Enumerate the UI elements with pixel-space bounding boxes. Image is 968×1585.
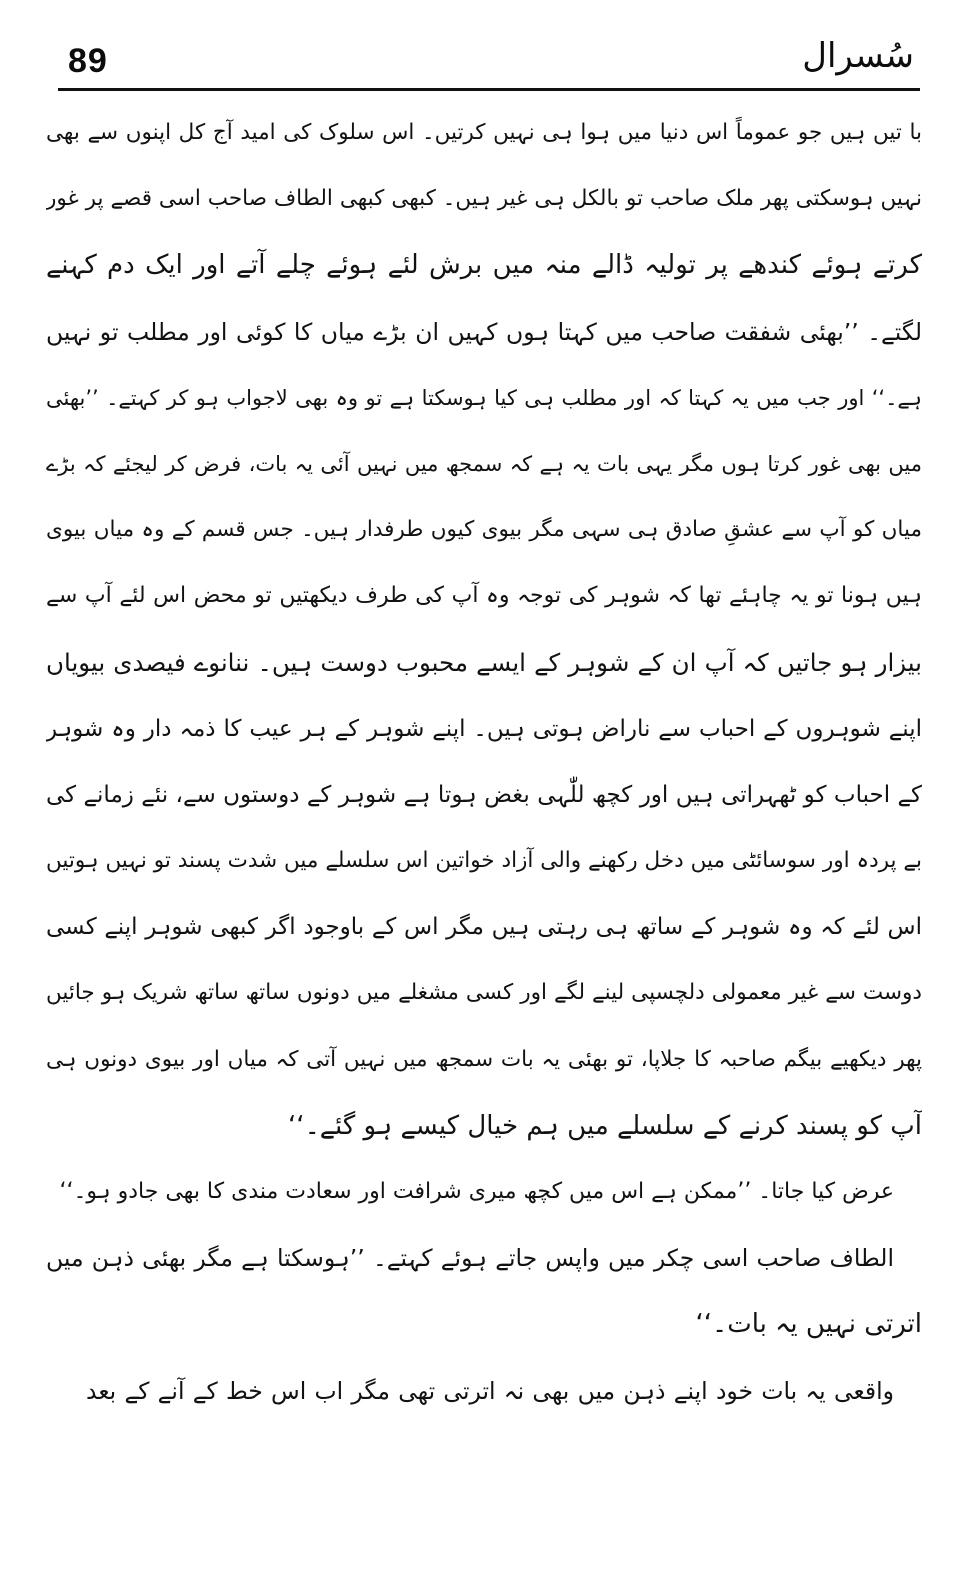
- text-line: اترتی نہیں یہ بات۔‘‘: [695, 1309, 922, 1340]
- text-line: با تیں ہیں جو عموماً اس دنیا میں ہوا ہی نہیں کرتیں۔ اس سلوک کی امید آج کل اپنوں سے بھی: [46, 120, 922, 145]
- text-line: ہے۔‘‘ اور جب میں یہ کہتا کہ اور مطلب ہی کیا ہوسکتا ہے تو وہ بھی لاجواب ہو کر کہتے۔ ’’بھئی: [46, 385, 922, 410]
- text-line: بیزار ہو جاتیں کہ آپ ان کے شوہر کے ایسے محبوب دوست ہیں۔ ننانوے فیصدی بیویاں: [46, 647, 922, 677]
- body-text: [46, 100, 922, 1424]
- text-line: نہیں ہوسکتی پھر ملک صاحب تو بالکل ہی غیر ہیں۔ کبھی کبھی الطاف صاحب اسی قصے پر غور: [46, 186, 922, 212]
- text-line: اپنے شوہروں کے احباب سے ناراض ہوتی ہیں۔ اپنے شوہر کے ہر عیب کا ذمہ دار وہ شوہر: [46, 715, 922, 742]
- text-line: کے احباب کو ٹھہراتی ہیں اور کچھ للّٰہی بغض ہوتا ہے شوہر کے دوستوں سے، نئے زمانے کی: [46, 781, 922, 808]
- text-line: اس لئے کہ وہ شوہر کے ساتھ ہی رہتی ہیں مگر اس کے باوجود اگر کبھی شوہر اپنے کسی: [46, 914, 922, 941]
- text-line: دوست سے غیر معمولی دلچسپی لینے لگے اور کسی مشغلے میں دونوں ساتھ ساتھ شریک ہو جائیں: [46, 980, 922, 1006]
- text-line: میاں کو آپ سے عشقِ صادق ہی سہی مگر بیوی کیوں طرفدار ہیں۔ جس قسم کے وہ میاں بیوی: [46, 517, 922, 543]
- text-line: لگتے۔ ’’بھئی شفقت صاحب میں کہتا ہوں کہیں ان بڑے میاں کا کوئی اور مطلب تو نہیں: [46, 317, 922, 346]
- text-line: ہیں ہونا تو یہ چاہئے تھا کہ شوہر کی توجہ وہ آپ کی طرف دیکھتیں تو محض اس لئے آپ سے: [46, 583, 922, 609]
- running-title: سُسرال: [802, 36, 914, 76]
- text-line: میں بھی غور کرتا ہوں مگر یہی بات یہ ہے کہ سمجھ میں نہیں آئی یہ بات، فرض کر لیجئے کہ بڑے: [46, 451, 922, 476]
- text-line: الطاف صاحب اسی چکر میں واپس جاتے ہوئے کہتے۔ ’’ہوسکتا ہے مگر بھئی ذہن میں: [46, 1244, 894, 1273]
- text-line: پھر دیکھیے بیگم صاحبہ کا جلاپا، تو بھئی یہ بات سمجھ میں نہیں آتی کہ میاں اور بیوی دونوں ہی: [46, 1046, 922, 1072]
- text-line: واقعی یہ بات خود اپنے ذہن میں بھی نہ اترتی تھی مگر اب اس خط کے آنے کے بعد: [86, 1376, 894, 1405]
- header-divider: [58, 88, 920, 91]
- text-line: بے پردہ اور سوسائٹی میں دخل رکھنے والی آزاد خواتین اس سلسلے میں شدت پسند تو نہیں ہوتیں: [46, 848, 922, 874]
- text-line: آپ کو پسند کرنے کے سلسلے میں ہم خیال کیسے ہو گئے۔‘‘: [288, 1110, 922, 1141]
- text-line: عرض کیا جاتا۔ ’’ممکن ہے اس میں کچھ میری شرافت اور سعادت مندی کا بھی جادو ہو۔‘‘: [59, 1179, 894, 1204]
- text-line: کرتے ہوئے کندھے پر تولیہ ڈالے منہ میں برش لئے ہوئے چلے آتے اور ایک دم کہنے: [46, 250, 922, 281]
- page-header: [58, 30, 920, 90]
- page-number: 89: [68, 42, 108, 80]
